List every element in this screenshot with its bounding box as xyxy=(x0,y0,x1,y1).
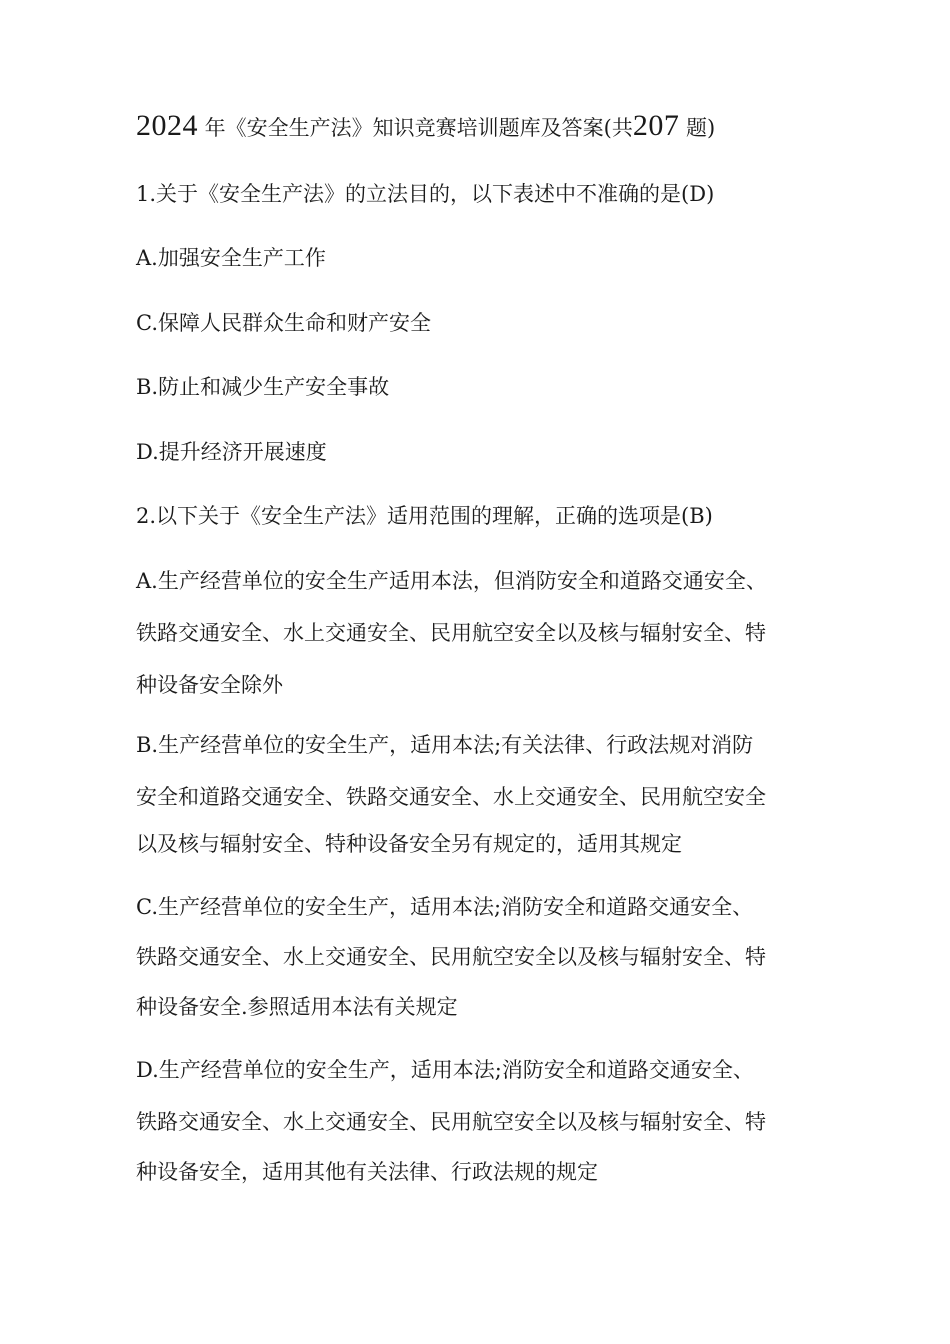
question-2-option-a-line-2: 铁路交通安全、水上交通安全、民用航空安全以及核与辐射安全、特 xyxy=(136,621,766,645)
question-2-option-d-line-2: 铁路交通安全、水上交通安全、民用航空安全以及核与辐射安全、特 xyxy=(136,1110,766,1134)
question-1-option-b: B.防止和减少生产安全事故 xyxy=(136,375,390,399)
question-2-option-b-line-3: 以及核与辐射安全、特种设备安全另有规定的，适用其规定 xyxy=(136,832,682,856)
question-2-option-d-line-3: 种设备安全，适用其他有关法律、行政法规的规定 xyxy=(136,1160,598,1184)
question-2-option-c-line-2: 铁路交通安全、水上交通安全、民用航空安全以及核与辐射安全、特 xyxy=(136,945,766,969)
question-2-option-c-line-1: C.生产经营单位的安全生产，适用本法;消防安全和道路交通安全、 xyxy=(136,895,754,919)
document-title xyxy=(136,106,836,148)
question-2-option-d-line-1: D.生产经营单位的安全生产，适用本法;消防安全和道路交通安全、 xyxy=(136,1058,754,1082)
title-count: 207 xyxy=(632,109,680,142)
title-middle: 年《安全生产法》知识竞赛培训题库及答案(共 xyxy=(198,116,633,140)
question-2-option-b-line-2: 安全和道路交通安全、铁路交通安全、水上交通安全、民用航空安全 xyxy=(136,785,766,809)
question-1-option-d: D.提升经济开展速度 xyxy=(136,440,327,464)
question-2-option-b-line-1: B.生产经营单位的安全生产，适用本法;有关法律、行政法规对消防 xyxy=(136,733,754,757)
question-2-option-c-line-3: 种设备安全.参照适用本法有关规定 xyxy=(136,995,458,1019)
title-end: 题) xyxy=(679,116,716,140)
question-1-option-c: C.保障人民群众生命和财产安全 xyxy=(136,311,431,335)
question-2-option-a-line-3: 种设备安全除外 xyxy=(136,673,283,697)
question-2-text: 2.以下关于《安全生产法》适用范围的理解，正确的选项是(B) xyxy=(136,504,713,528)
question-1-option-a: A.加强安全生产工作 xyxy=(136,246,326,270)
title-year: 2024 xyxy=(136,109,198,142)
question-1-text: 1.关于《安全生产法》的立法目的，以下表述中不准确的是(D) xyxy=(136,182,715,206)
question-2-option-a-line-1: A.生产经营单位的安全生产适用本法，但消防安全和道路交通安全、 xyxy=(136,569,767,593)
